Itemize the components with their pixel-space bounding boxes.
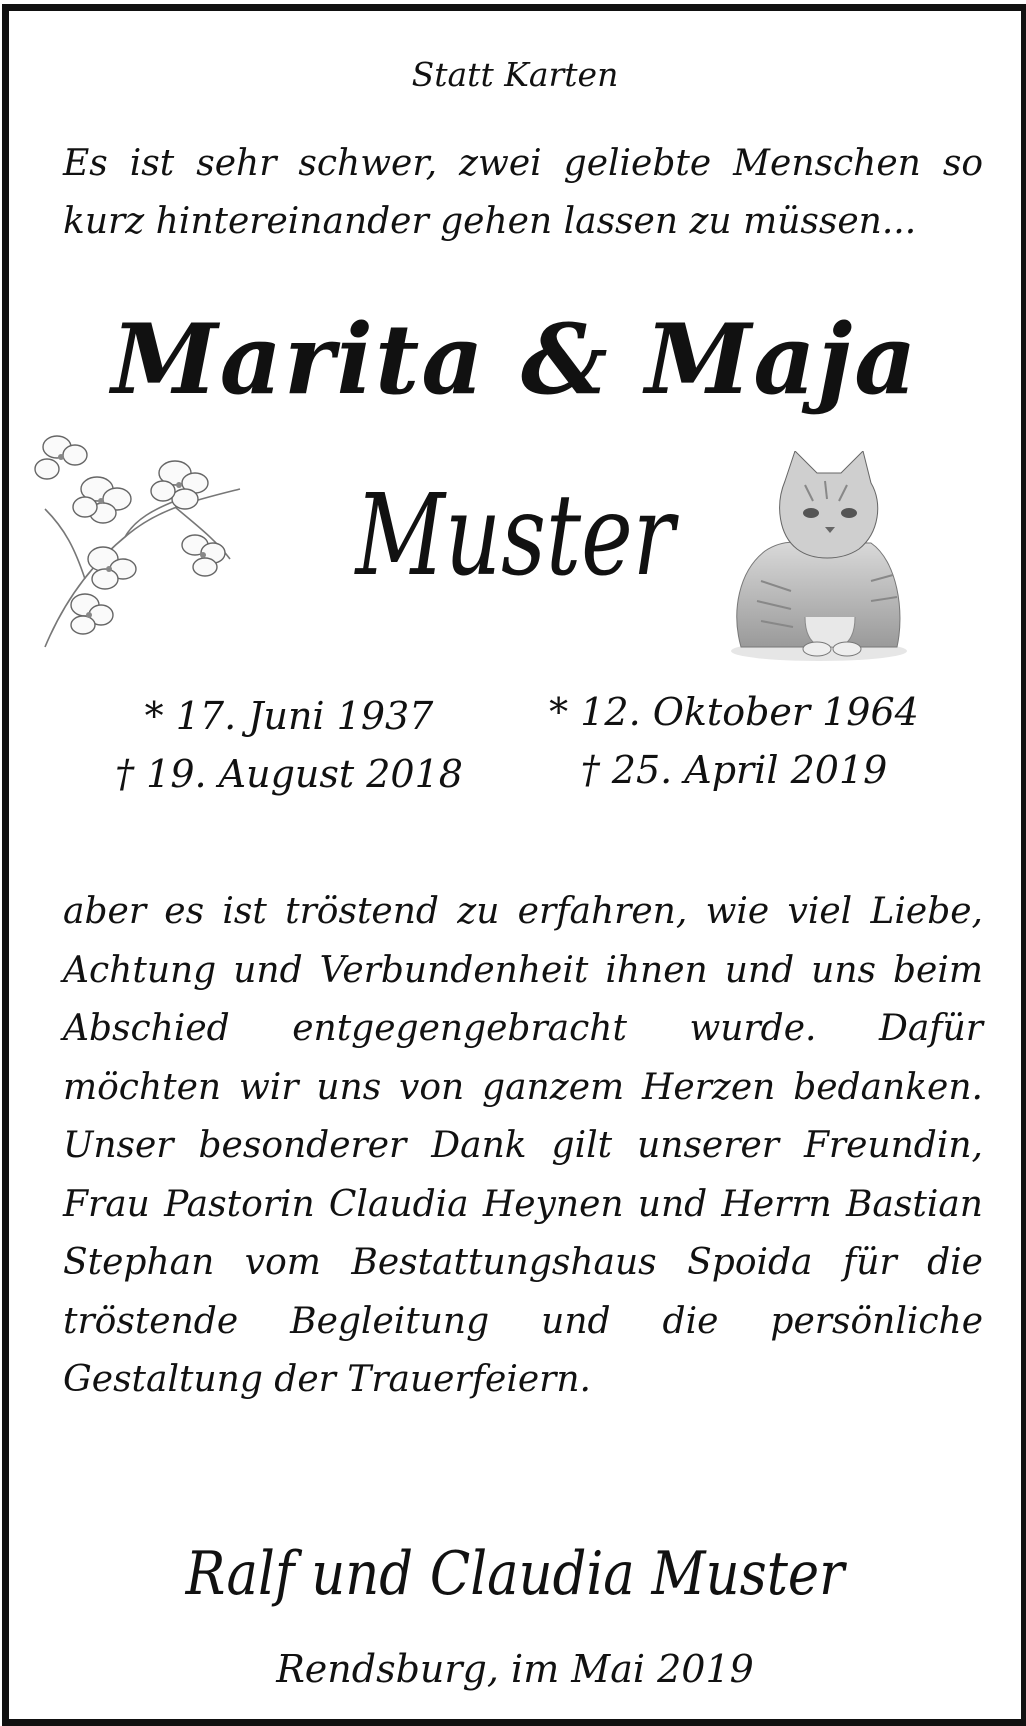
- born-date-1: * 17. Juni 1937: [144, 694, 434, 738]
- header-text: Statt Karten: [411, 55, 619, 94]
- dates-person-1: [89, 687, 489, 803]
- death-date-2: † 25. April 2019: [580, 748, 888, 792]
- first-names: Marita & Maja: [111, 303, 919, 416]
- place-date: Rendsburg, im Mai 2019: [276, 1647, 754, 1691]
- obituary-card: [2, 4, 1026, 1726]
- body-text: aber es ist tröstend zu erfahren, wie viel Liebe, Achtung und Verbundenheit ihnen und uns beim Abschied entgegengebracht wurde. Dafür möchten wir uns von ganzem Herzen bedanken. Unser besonderer Dank gilt unserer Freundin, Frau Pastorin Claudia Heynen und Herrn Bastian Stephan vom Bestattungshaus Spoida für die tröstende Begleitung und die persönliche Gestaltung der Trauerfeiern.: [63, 891, 983, 1400]
- dates-person-2: [529, 683, 939, 799]
- signature: Ralf und Claudia Muster: [185, 1539, 845, 1609]
- surname: Muster: [355, 471, 675, 601]
- cat-icon: [721, 451, 917, 665]
- death-date-1: † 19. August 2018: [115, 752, 463, 796]
- intro-text: Es ist sehr schwer, zwei geliebte Menschen so kurz hintereinander gehen lassen zu müssen...: [63, 143, 983, 242]
- born-date-2: * 12. Oktober 1964: [549, 690, 919, 734]
